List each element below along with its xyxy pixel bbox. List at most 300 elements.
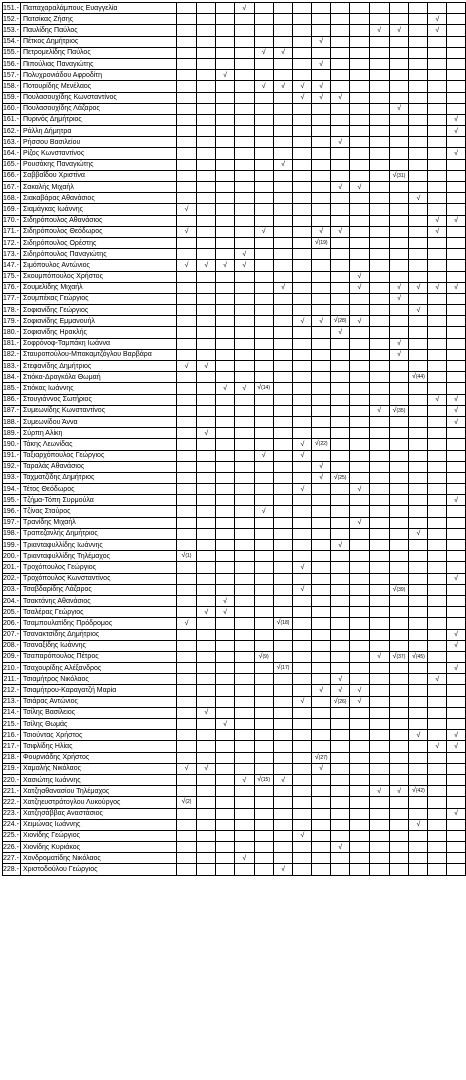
mark-cell: [293, 81, 312, 92]
table-row: [3, 506, 466, 517]
mark-cell: [312, 159, 331, 170]
mark-cell: [369, 126, 389, 137]
member-name: Σύρπη Αλίκη: [20, 428, 176, 439]
check-mark: √: [435, 742, 440, 750]
mark-cell: [254, 70, 273, 81]
mark-cell: [428, 293, 447, 304]
mark-cell: [350, 271, 370, 282]
mark-cell: [350, 383, 370, 394]
mark-cell: [428, 282, 447, 293]
mark-cell: [350, 182, 370, 193]
mark-cell: [369, 450, 389, 461]
mark-cell: [197, 260, 216, 271]
mark-cell: [350, 361, 370, 372]
row-number: 210.-: [3, 663, 21, 674]
table-row: [3, 193, 466, 204]
mark-cell: [273, 741, 293, 752]
mark-cell: [273, 730, 293, 741]
mark-cell: [176, 819, 197, 830]
mark-cell: [293, 674, 312, 685]
mark-cell: [428, 674, 447, 685]
mark-cell: [428, 3, 447, 14]
mark-cell: [293, 349, 312, 360]
mark-cell: [273, 439, 293, 450]
mark-cell: [389, 271, 409, 282]
mark-cell: [389, 461, 409, 472]
row-number: 155.-: [3, 47, 21, 58]
mark-cell: [350, 819, 370, 830]
mark-cell: [234, 327, 254, 338]
row-number: 183.-: [3, 361, 21, 372]
mark-cell: [428, 595, 447, 606]
row-number: 157.-: [3, 70, 21, 81]
mark-cell: [389, 103, 409, 114]
mark-cell: [176, 372, 197, 383]
mark-cell: [428, 215, 447, 226]
mark-cell: [176, 797, 197, 808]
footnote-ref: (26): [337, 698, 347, 705]
mark-cell: [216, 416, 235, 427]
mark-cell: [234, 148, 254, 159]
mark-cell: [389, 707, 409, 718]
mark-cell: [312, 372, 331, 383]
row-number: 223.-: [3, 808, 21, 819]
mark-cell: [350, 81, 370, 92]
row-number: 160.-: [3, 103, 21, 114]
mark-cell: [254, 137, 273, 148]
mark-cell: [350, 439, 370, 450]
mark-cell: [331, 763, 350, 774]
mark-cell: [234, 842, 254, 853]
row-number: 216.-: [3, 730, 21, 741]
mark-cell: [273, 416, 293, 427]
mark-cell: [447, 830, 466, 841]
mark-cell: [350, 864, 370, 875]
mark-cell: [216, 114, 235, 125]
mark-cell: [447, 204, 466, 215]
row-number: 194.-: [3, 484, 21, 495]
table-row: [3, 305, 466, 316]
mark-cell: [254, 562, 273, 573]
mark-cell: [428, 573, 447, 584]
mark-cell: [447, 584, 466, 595]
mark-cell: [176, 786, 197, 797]
check-mark: √: [454, 642, 458, 650]
row-number: 224.-: [3, 819, 21, 830]
mark-cell: [447, 674, 466, 685]
check-mark: √: [416, 530, 421, 538]
mark-cell: [447, 461, 466, 472]
mark-cell: [197, 293, 216, 304]
mark-cell: [254, 215, 273, 226]
row-number: 189.-: [3, 428, 21, 439]
mark-cell: [312, 472, 331, 483]
mark-cell: [447, 3, 466, 14]
mark-cell: [312, 126, 331, 137]
check-mark: √: [338, 183, 343, 191]
table-row: [3, 92, 466, 103]
mark-cell: [216, 763, 235, 774]
mark-cell: [216, 249, 235, 260]
mark-cell: [312, 237, 331, 248]
check-mark: √: [392, 585, 397, 593]
mark-cell: [312, 70, 331, 81]
mark-cell: [409, 92, 428, 103]
mark-cell: [176, 36, 197, 47]
mark-cell: [447, 226, 466, 237]
mark-cell: [293, 215, 312, 226]
mark-cell: [428, 484, 447, 495]
mark-cell: [293, 428, 312, 439]
mark-cell: [216, 540, 235, 551]
mark-cell: [234, 551, 254, 562]
mark-cell: [234, 540, 254, 551]
table-row: [3, 808, 466, 819]
mark-cell: [409, 730, 428, 741]
mark-cell: [447, 730, 466, 741]
mark-cell: [331, 461, 350, 472]
mark-cell: [409, 349, 428, 360]
mark-cell: [312, 719, 331, 730]
mark-cell: [254, 629, 273, 640]
mark-cell: [254, 707, 273, 718]
mark-cell: [197, 14, 216, 25]
mark-cell: [389, 797, 409, 808]
mark-cell: [369, 137, 389, 148]
mark-cell: [216, 338, 235, 349]
mark-cell: [216, 215, 235, 226]
mark-cell: [350, 763, 370, 774]
mark-cell: [254, 271, 273, 282]
mark-cell: [216, 607, 235, 618]
member-name: Χατζησάββας Αναστάσιος: [20, 808, 176, 819]
member-name: Σοφιανίδης Εμμανουήλ: [20, 316, 176, 327]
mark-cell: [350, 719, 370, 730]
row-number: 195.-: [3, 495, 21, 506]
mark-cell: [447, 774, 466, 785]
mark-cell: [331, 573, 350, 584]
mark-cell: [369, 416, 389, 427]
mark-cell: [447, 81, 466, 92]
mark-cell: [369, 730, 389, 741]
mark-cell: [293, 170, 312, 181]
mark-cell: [216, 528, 235, 539]
mark-cell: [293, 14, 312, 25]
mark-cell: [293, 25, 312, 36]
footnote-ref: (15): [261, 777, 271, 784]
mark-cell: [389, 182, 409, 193]
mark-cell: [389, 528, 409, 539]
mark-cell: [369, 842, 389, 853]
mark-cell: [350, 562, 370, 573]
mark-cell: [350, 114, 370, 125]
mark-cell: [273, 316, 293, 327]
footnote-ref: (25): [337, 474, 347, 481]
mark-cell: [293, 338, 312, 349]
mark-cell: [273, 685, 293, 696]
mark-cell: [216, 741, 235, 752]
mark-cell: [273, 215, 293, 226]
mark-cell: [331, 864, 350, 875]
mark-cell: [197, 70, 216, 81]
table-row: [3, 842, 466, 853]
mark-cell: [197, 506, 216, 517]
mark-cell: [428, 148, 447, 159]
row-number: 152.-: [3, 14, 21, 25]
table-row: [3, 14, 466, 25]
mark-cell: [176, 607, 197, 618]
mark-cell: [369, 305, 389, 316]
mark-cell: [254, 293, 273, 304]
mark-cell: [409, 25, 428, 36]
mark-cell: [273, 774, 293, 785]
table-row: [3, 864, 466, 875]
mark-cell: [389, 405, 409, 416]
mark-cell: [254, 618, 273, 629]
member-name: Ρίζος Κωνσταντίνος: [20, 148, 176, 159]
mark-cell: [312, 327, 331, 338]
mark-cell: [350, 685, 370, 696]
mark-cell: [197, 338, 216, 349]
mark-cell: [234, 215, 254, 226]
mark-cell: [216, 517, 235, 528]
mark-cell: [409, 663, 428, 674]
mark-cell: [331, 193, 350, 204]
table-row: [3, 114, 466, 125]
mark-cell: [312, 640, 331, 651]
mark-cell: [409, 338, 428, 349]
check-mark: √: [242, 250, 247, 258]
mark-cell: [312, 607, 331, 618]
mark-cell: [350, 327, 370, 338]
mark-cell: [428, 842, 447, 853]
row-number: 162.-: [3, 126, 21, 137]
row-number: 153.-: [3, 25, 21, 36]
mark-cell: [312, 674, 331, 685]
check-mark: √: [319, 94, 324, 102]
mark-cell: [428, 305, 447, 316]
mark-cell: [428, 629, 447, 640]
mark-cell: [254, 383, 273, 394]
mark-cell: [197, 763, 216, 774]
check-mark: √: [454, 742, 458, 750]
mark-cell: [312, 14, 331, 25]
table-row: [3, 361, 466, 372]
row-number: 227.-: [3, 853, 21, 864]
mark-cell: [409, 394, 428, 405]
mark-cell: [447, 651, 466, 662]
mark-cell: [176, 595, 197, 606]
mark-cell: [176, 752, 197, 763]
mark-cell: [312, 226, 331, 237]
mark-cell: [447, 416, 466, 427]
check-mark: √: [357, 687, 362, 695]
mark-cell: [389, 562, 409, 573]
mark-cell: [254, 484, 273, 495]
mark-cell: [293, 819, 312, 830]
table-row: [3, 316, 466, 327]
mark-cell: [176, 92, 197, 103]
mark-cell: [293, 70, 312, 81]
mark-cell: [428, 696, 447, 707]
mark-cell: [273, 3, 293, 14]
mark-cell: [254, 103, 273, 114]
mark-cell: [312, 562, 331, 573]
mark-cell: [350, 584, 370, 595]
mark-cell: [389, 394, 409, 405]
table-row: [3, 103, 466, 114]
check-mark: √: [454, 396, 458, 404]
mark-cell: [350, 696, 370, 707]
footnote-ref: (44): [415, 374, 425, 381]
mark-cell: [234, 786, 254, 797]
mark-cell: [331, 383, 350, 394]
mark-cell: [216, 640, 235, 651]
mark-cell: [273, 853, 293, 864]
mark-cell: [216, 786, 235, 797]
mark-cell: [293, 663, 312, 674]
mark-cell: [254, 126, 273, 137]
mark-cell: [197, 271, 216, 282]
table-row: [3, 495, 466, 506]
mark-cell: [409, 774, 428, 785]
mark-cell: [428, 316, 447, 327]
mark-cell: [197, 58, 216, 69]
mark-cell: [312, 663, 331, 674]
row-number: 212.-: [3, 685, 21, 696]
mark-cell: [331, 126, 350, 137]
check-mark: √: [314, 440, 319, 448]
mark-cell: [234, 562, 254, 573]
mark-cell: [312, 260, 331, 271]
mark-cell: [350, 148, 370, 159]
mark-cell: [216, 685, 235, 696]
mark-cell: [389, 327, 409, 338]
table-row: [3, 797, 466, 808]
mark-cell: [350, 193, 370, 204]
check-mark: √: [223, 597, 227, 605]
mark-cell: [409, 58, 428, 69]
mark-cell: [293, 842, 312, 853]
row-number: 202.-: [3, 573, 21, 584]
mark-cell: [369, 271, 389, 282]
mark-cell: [447, 70, 466, 81]
mark-cell: [254, 439, 273, 450]
mark-cell: [176, 707, 197, 718]
mark-cell: [350, 797, 370, 808]
mark-cell: [273, 719, 293, 730]
table-row: [3, 551, 466, 562]
check-mark: √: [435, 26, 440, 34]
mark-cell: [273, 551, 293, 562]
mark-cell: [369, 3, 389, 14]
mark-cell: [197, 741, 216, 752]
mark-cell: [350, 853, 370, 864]
mark-cell: [176, 416, 197, 427]
table-row: [3, 786, 466, 797]
mark-cell: [293, 416, 312, 427]
mark-cell: [273, 640, 293, 651]
mark-cell: [428, 763, 447, 774]
mark-cell: [197, 349, 216, 360]
mark-cell: [331, 450, 350, 461]
mark-cell: [273, 70, 293, 81]
mark-cell: [447, 383, 466, 394]
mark-cell: [409, 528, 428, 539]
mark-cell: [312, 864, 331, 875]
mark-cell: [234, 103, 254, 114]
mark-cell: [254, 819, 273, 830]
mark-cell: [409, 170, 428, 181]
mark-cell: [197, 148, 216, 159]
mark-cell: [216, 14, 235, 25]
row-number: 215.-: [3, 719, 21, 730]
mark-cell: [350, 305, 370, 316]
member-name: Χαμαλής Νικόλαος: [20, 763, 176, 774]
mark-cell: [350, 226, 370, 237]
mark-cell: [176, 349, 197, 360]
check-mark: √: [416, 731, 421, 739]
mark-cell: [254, 338, 273, 349]
row-number: 159.-: [3, 92, 21, 103]
mark-cell: [447, 562, 466, 573]
mark-cell: [389, 361, 409, 372]
mark-cell: [409, 182, 428, 193]
mark-cell: [312, 271, 331, 282]
member-name: Τσαπαρόπουλος Πέτρος: [20, 651, 176, 662]
mark-cell: [197, 573, 216, 584]
mark-cell: [447, 472, 466, 483]
mark-cell: [428, 495, 447, 506]
mark-cell: [369, 282, 389, 293]
mark-cell: [369, 573, 389, 584]
mark-cell: [428, 237, 447, 248]
mark-cell: [369, 405, 389, 416]
mark-cell: [409, 114, 428, 125]
member-name: Τραπεζανλής Δημήτριος: [20, 528, 176, 539]
mark-cell: [254, 36, 273, 47]
mark-cell: [197, 719, 216, 730]
mark-cell: [369, 81, 389, 92]
mark-cell: [447, 495, 466, 506]
check-mark: √: [454, 127, 458, 135]
mark-cell: [293, 182, 312, 193]
table-row: [3, 562, 466, 573]
mark-cell: [254, 842, 273, 853]
table-row: [3, 450, 466, 461]
mark-cell: [350, 517, 370, 528]
mark-cell: [254, 595, 273, 606]
mark-cell: [234, 484, 254, 495]
member-name: Τσιάρας Αντώνιος: [20, 696, 176, 707]
mark-cell: [197, 450, 216, 461]
row-number: 205.-: [3, 607, 21, 618]
member-name: Σουμπέκας Γεώργιος: [20, 293, 176, 304]
mark-cell: [312, 528, 331, 539]
mark-cell: [312, 215, 331, 226]
mark-cell: [409, 103, 428, 114]
mark-cell: [293, 293, 312, 304]
footnote-ref: (9): [262, 653, 269, 660]
mark-cell: [428, 506, 447, 517]
mark-cell: [350, 92, 370, 103]
mark-cell: [273, 361, 293, 372]
mark-cell: [389, 763, 409, 774]
mark-cell: [273, 506, 293, 517]
mark-cell: [216, 81, 235, 92]
mark-cell: [234, 439, 254, 450]
check-mark: √: [397, 284, 401, 292]
